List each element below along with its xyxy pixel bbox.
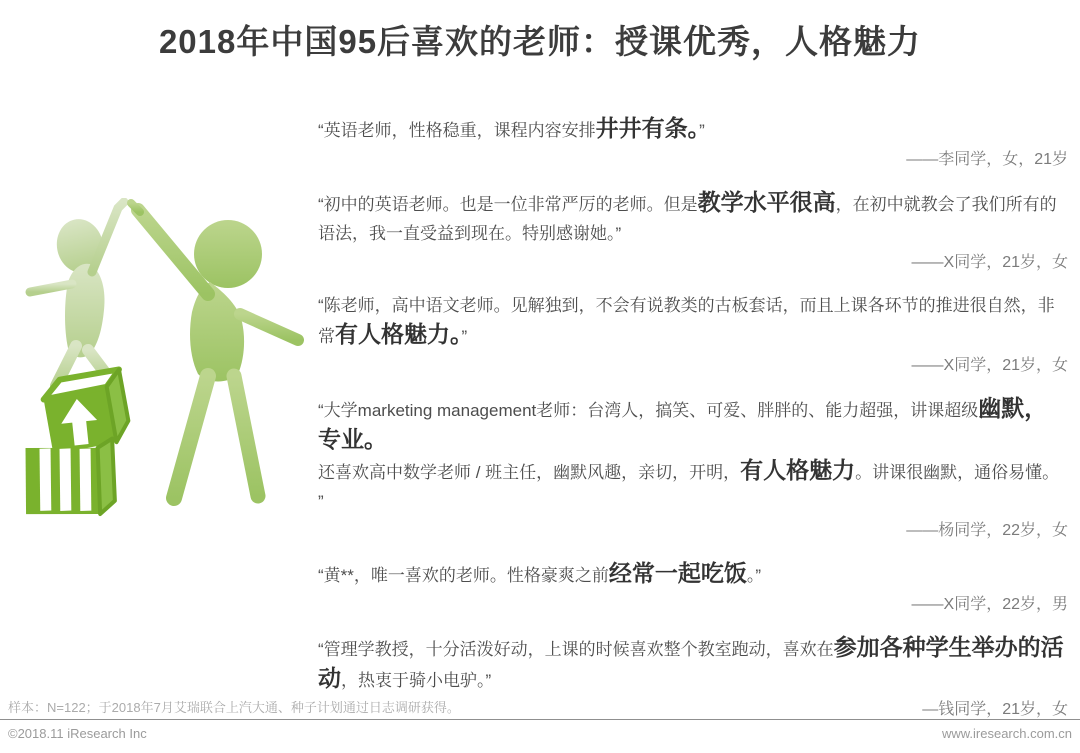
quote-segment: ”: [461, 327, 468, 346]
quote-text: [318, 188, 1068, 248]
small-figure-icon: [30, 202, 124, 386]
sample-note: 样本：N=122；于2018年7月艾瑞联合上汽大通、种子计划通过日志调研获得。: [8, 700, 460, 715]
footer-bar: [8, 726, 1072, 741]
gift-cubes-icon: [22, 369, 131, 519]
page-title: 2018年中国95后喜欢的老师：授课优秀，人格魅力: [158, 23, 922, 60]
copyright-text: ©2018.11 iResearch Inc: [8, 726, 147, 741]
quote-attribution: ——X同学，22岁，男: [911, 596, 1068, 613]
quote-emphasis: 幽默，专业。: [318, 395, 1048, 452]
quote-text: [318, 456, 1068, 516]
quote-segment: 。”: [746, 566, 762, 585]
quote-segment: “初中的英语老师。也是一位非常严厉的老师。但是: [318, 195, 698, 214]
quote-block: [318, 291, 1068, 376]
website-link[interactable]: www.iresearch.com.cn: [941, 726, 1072, 741]
quote-emphasis: 参加各种学生举办的活动: [318, 634, 1064, 691]
quote-emphasis: 教学水平很高: [697, 189, 836, 215]
quote-segment: “大学marketing management老师：台湾人，搞笑、可爱、胖胖的、能力超强，讲课超级: [318, 401, 979, 420]
quote-segment: 还喜欢高中数学老师 / 班主任，幽默风趣，亲切，开明，: [318, 463, 741, 482]
quote-block: [318, 394, 1068, 541]
large-figure-icon: [131, 203, 298, 498]
quote-block: [318, 114, 1068, 170]
quote-attribution: —钱同学，21岁，女: [922, 701, 1068, 718]
quote-segment: ”: [699, 121, 705, 140]
quote-emphasis: 有人格魅力。: [335, 321, 462, 347]
quote-segment: ，在初中就教会了我们所有的语法，我一直受益到现在。特别感谢她。”: [318, 195, 1057, 243]
quote-attribution: ——X同学，21岁，女: [911, 357, 1068, 374]
quote-block: [318, 559, 1068, 615]
quote-text: [318, 114, 1068, 145]
quotes-list: [318, 114, 1068, 738]
quote-attribution: ——李同学，女，21岁: [906, 151, 1068, 168]
quote-segment: “陈老师，高中语文老师。见解独到，不会有说教类的古板套话，而且上课各环节的推进很自然，非常: [318, 296, 1055, 346]
figures-high-five-icon: [12, 198, 312, 520]
quote-text: [318, 559, 1068, 590]
quote-segment: 。讲课很幽默，通俗易懂。 ”: [318, 463, 1060, 511]
quote-attribution: ——X同学，21岁，女: [911, 254, 1068, 271]
quote-segment: “英语老师，性格稳重，课程内容安排: [318, 121, 596, 140]
quote-emphasis: 有人格魅力: [740, 457, 856, 483]
quote-text: [318, 633, 1068, 695]
quote-block: [318, 188, 1068, 273]
high-five-illustration: [12, 198, 312, 520]
quote-segment: “管理学教授，十分活泼好动，上课的时候喜欢整个教室跑动，喜欢在: [318, 640, 834, 659]
footer-divider: [0, 719, 1080, 720]
quote-text: [318, 291, 1068, 351]
quote-emphasis: 井井有条。: [595, 115, 700, 141]
quote-segment: “黄**，唯一喜欢的老师。性格豪爽之前: [318, 566, 609, 585]
quote-text: [318, 394, 1068, 456]
quote-emphasis: 经常一起吃饭: [608, 560, 747, 586]
quote-segment: ，热衷于骑小电驴。”: [341, 671, 492, 690]
quote-attribution: ——杨同学，22岁，女: [906, 522, 1068, 539]
